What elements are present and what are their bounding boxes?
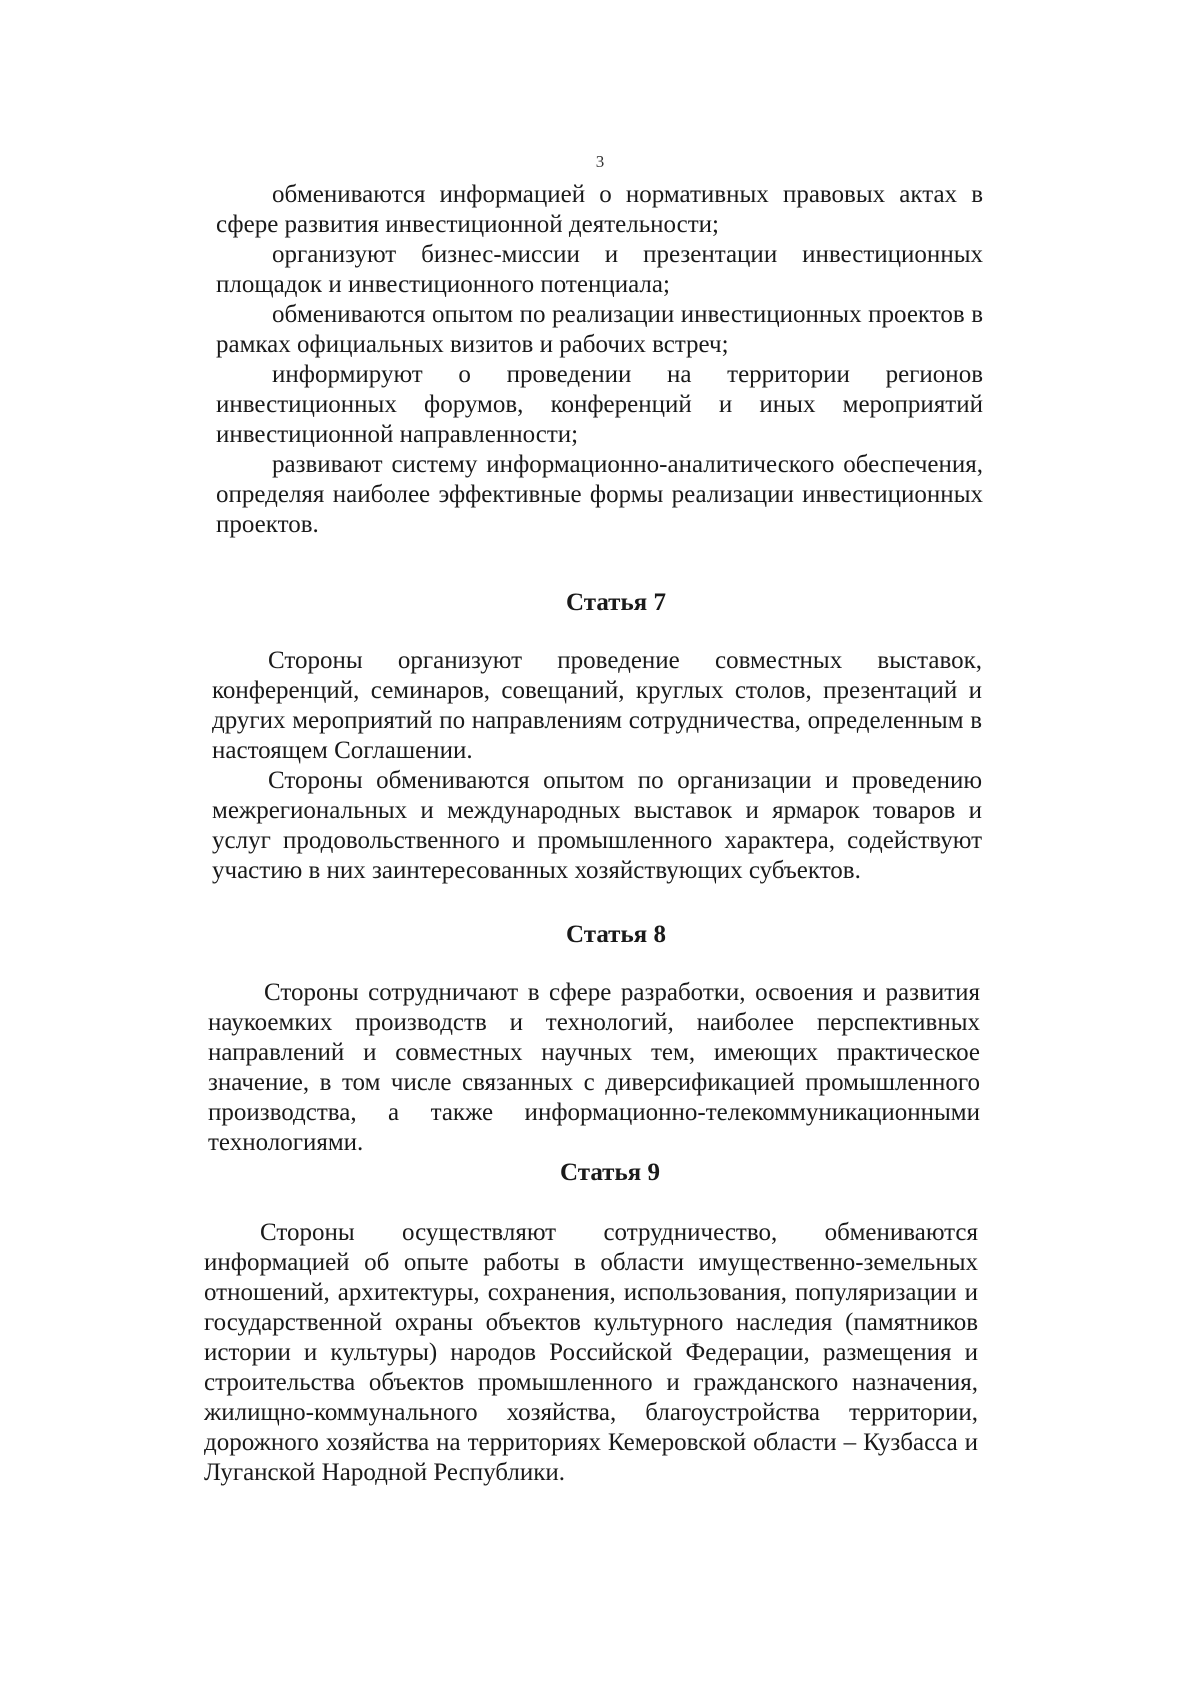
- article-8-paragraph-1: Стороны сотрудничают в сфере разработки, освоения и развития наукоемких производств и технологий, наиболее перспективных направлений и совместных научных тем, имеющих практическое значение, в том числе связанных с диверсификацией промышленного производства, а также информационно-телекоммуникационными технологиями.: [208, 979, 980, 1156]
- intro-paragraph-1: обмениваются информацией о нормативных правовых актах в сфере развития инвестиционной деятельности;: [216, 181, 983, 238]
- article-7-paragraph-1: Стороны организуют проведение совместных выставок, конференций, семинаров, совещаний, круглых столов, презентаций и других мероприятий по направлениям сотрудничества, определенным в настоящем Соглашении.: [212, 647, 982, 764]
- article-8-body: [208, 978, 980, 1158]
- article-9-heading: Статья 9: [560, 1159, 660, 1186]
- article-9-body: [204, 1218, 978, 1488]
- article-7-body: [212, 646, 982, 886]
- article-7-paragraph-2: Стороны обмениваются опытом по организации и проведению межрегиональных и международных выставок и ярмарок товаров и услуг продовольственного и промышленного характера, содействуют участию в них заинтересованных хозяйствующих субъектов.: [212, 767, 982, 884]
- intro-paragraph-3: обмениваются опытом по реализации инвестиционных проектов в рамках официальных визитов и рабочих встреч;: [216, 301, 983, 358]
- intro-paragraph-2: организуют бизнес-миссии и презентации инвестиционных площадок и инвестиционного потенциала;: [216, 241, 983, 298]
- intro-paragraph-5: развивают систему информационно-аналитического обеспечения, определяя наиболее эффективные формы реализации инвестиционных проектов.: [216, 451, 983, 538]
- article-8-heading: Статья 8: [566, 921, 666, 948]
- intro-paragraph-4: информируют о проведении на территории регионов инвестиционных форумов, конференций и иных мероприятий инвестиционной направленности;: [216, 361, 983, 448]
- page-number: 3: [595, 152, 605, 171]
- article-9-paragraph-1: Стороны осуществляют сотрудничество, обмениваются информацией об опыте работы в области имущественно-земельных отношений, архитектуры, сохранения, использования, популяризации и государственной охраны объектов культурного наследия (памятников истории и культуры) народов Российской Федерации, размещения и строительства объектов промышленного и гражданского назначения, жилищно-коммунального хозяйства, благоустройства территории, дорожного хозяйства на территориях Кемеровской области – Кузбасса и Луганской Народной Республики.: [204, 1219, 978, 1486]
- intro-section: [216, 180, 983, 540]
- article-7-heading: Статья 7: [566, 589, 666, 616]
